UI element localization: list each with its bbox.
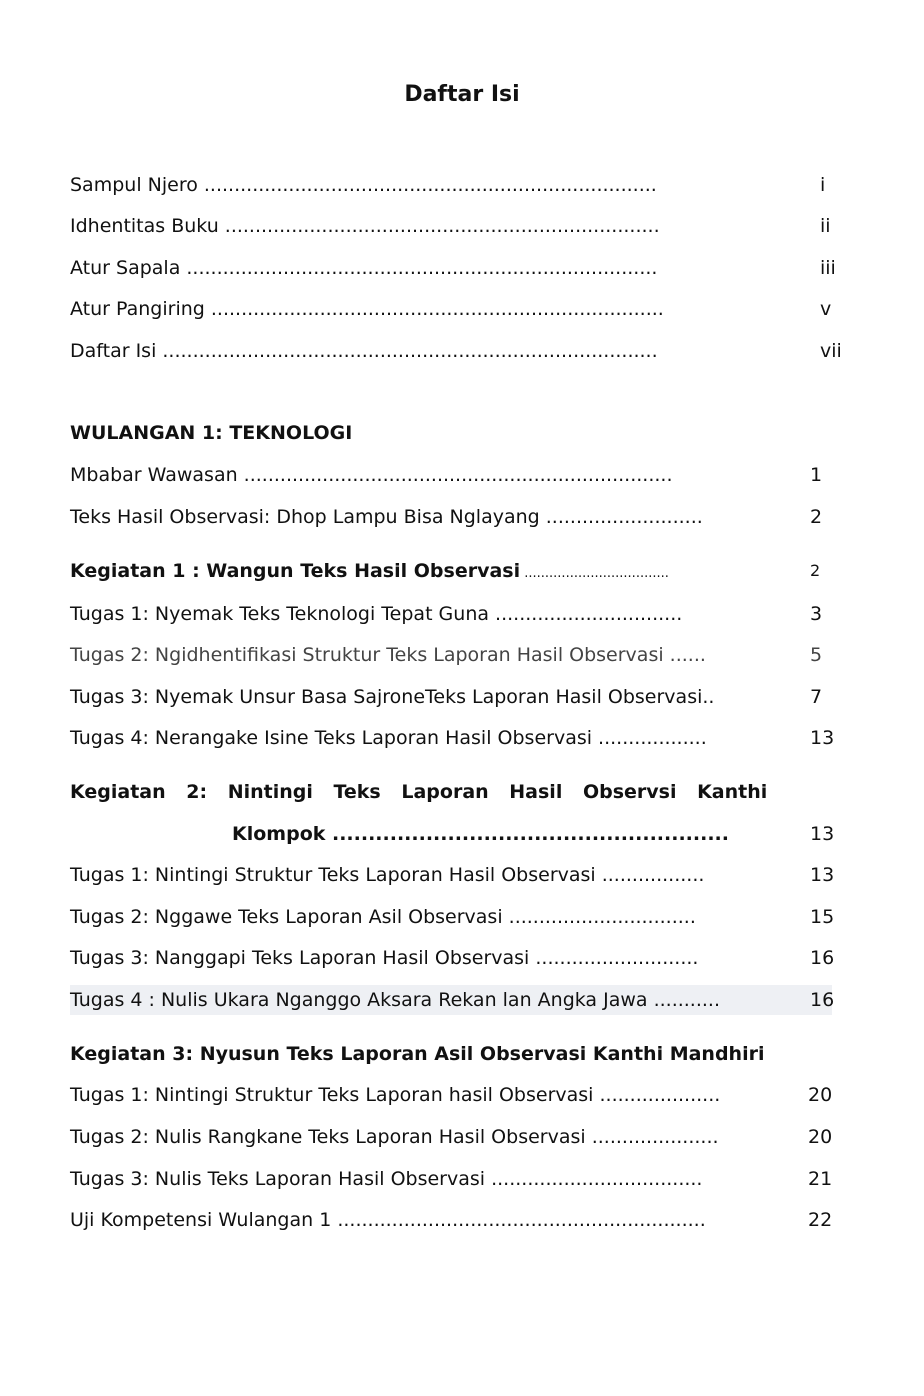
toc-page-number: 15	[810, 906, 835, 928]
toc-page-number: 13	[810, 727, 835, 749]
toc-entry-k3-tugas-2[interactable]	[70, 1122, 850, 1152]
toc-page-number: 3	[810, 603, 823, 625]
toc-page-number: 21	[808, 1168, 833, 1190]
toc-entry-text: Tugas 2: Ngidhentifikasi Struktur Teks Laporan Hasil Observasi ......	[70, 644, 706, 666]
toc-entry-text: Uji Kompetensi Wulangan 1 .............................................................	[70, 1209, 706, 1231]
toc-page-number: 13	[810, 823, 835, 845]
page-title: Daftar Isi	[404, 82, 520, 107]
toc-page-number: i	[820, 174, 826, 196]
kegiatan-2-heading-line1: Kegiatan 2: Nintingi Teks Laporan Hasil Observsi Kanthi	[70, 781, 768, 803]
toc-entry-text: Tugas 4: Nerangake Isine Teks Laporan Hasil Observasi ..................	[70, 727, 707, 749]
toc-entry-k3-tugas-1[interactable]	[70, 1080, 850, 1110]
toc-entry-atur-pangiring[interactable]	[70, 294, 830, 324]
toc-entry-k2-tugas-4[interactable]	[70, 985, 835, 1015]
toc-page-number: 22	[808, 1209, 833, 1231]
toc-page-number: 16	[810, 989, 835, 1011]
toc-entry-k2-tugas-2[interactable]	[70, 902, 850, 932]
toc-entry-text: Tugas 3: Nyemak Unsur Basa SajroneTeks Laporan Hasil Observasi..	[70, 686, 715, 708]
toc-entry-sampul-njero[interactable]	[70, 170, 830, 200]
toc-page-number: 7	[810, 686, 823, 708]
kegiatan-title-text: Klompok .......................................................	[232, 823, 729, 845]
toc-entry-k1-tugas-2[interactable]	[70, 640, 850, 670]
toc-entry-text: Mbabar Wawasan .......................................................................	[70, 464, 673, 486]
toc-entry-text: Sampul Njero ...........................................................................	[70, 174, 657, 196]
toc-entry-k1-tugas-4[interactable]	[70, 723, 850, 753]
toc-page-number: 5	[810, 644, 823, 666]
kegiatan-title	[70, 556, 669, 589]
toc-page-number: 20	[808, 1084, 833, 1106]
toc-entry-text: Tugas 1: Nintingi Struktur Teks Laporan Hasil Observasi .................	[70, 864, 705, 886]
kegiatan-3-heading: Kegiatan 3: Nyusun Teks Laporan Asil Observasi Kanthi Mandhiri	[70, 1043, 765, 1065]
toc-entry-text: Tugas 3: Nanggapi Teks Laporan Hasil Observasi ...........................	[70, 947, 699, 969]
toc-page-number: 13	[810, 864, 835, 886]
toc-page-number: iii	[820, 257, 836, 279]
toc-page-number: 16	[810, 947, 835, 969]
toc-entry-text: Tugas 4 : Nulis Ukara Nganggo Aksara Rekan lan Angka Jawa ...........	[70, 989, 721, 1011]
toc-page-number: ii	[820, 215, 831, 237]
toc-entry-k2-tugas-1[interactable]	[70, 860, 850, 890]
toc-entry-text: Idhentitas Buku ........................................................................	[70, 215, 660, 237]
toc-page-number: 2	[810, 506, 823, 528]
toc-entry-text: Atur Pangiring ...........................................................................	[70, 298, 664, 320]
toc-page-number: 2	[810, 561, 821, 580]
toc-entry-k3-tugas-3[interactable]	[70, 1164, 850, 1194]
toc-entry-uji-kompetensi[interactable]	[70, 1205, 850, 1235]
toc-entry-daftar-isi[interactable]	[70, 336, 860, 366]
toc-entry-text: Teks Hasil Observasi: Dhop Lampu Bisa Nglayang ..........................	[70, 506, 703, 528]
toc-page-number: v	[820, 298, 832, 320]
chapter-heading: WULANGAN 1: TEKNOLOGI	[70, 422, 353, 444]
toc-entry-k1-tugas-1[interactable]	[70, 599, 850, 629]
kegiatan-leader-dots: ...................................	[520, 566, 669, 581]
kegiatan-title-text: Kegiatan 1 : Wangun Teks Hasil Observasi	[70, 560, 521, 582]
toc-entry-text: Tugas 2: Nggawe Teks Laporan Asil Observasi ...............................	[70, 906, 696, 928]
toc-entry-text: Tugas 1: Nyemak Teks Teknologi Tepat Guna ...............................	[70, 603, 683, 625]
toc-entry-teks-hasil-observasi[interactable]	[70, 502, 840, 532]
toc-entry-mbabar-wawasan[interactable]	[70, 460, 840, 490]
toc-entry-text: Tugas 3: Nulis Teks Laporan Hasil Observasi ...................................	[70, 1168, 703, 1190]
toc-entry-atur-sapala[interactable]	[70, 253, 840, 283]
toc-entry-text: Tugas 2: Nulis Rangkane Teks Laporan Hasil Observasi .....................	[70, 1126, 719, 1148]
toc-page-number: 1	[810, 464, 823, 486]
kegiatan-2-heading-line2[interactable]	[70, 819, 850, 849]
toc-entry-text: Atur Sapala ..............................................................................	[70, 257, 658, 279]
toc-page-number: vii	[820, 340, 842, 362]
toc-entry-text: Daftar Isi ..................................................................................	[70, 340, 658, 362]
toc-entry-text: Tugas 1: Nintingi Struktur Teks Laporan hasil Observasi ....................	[70, 1084, 721, 1106]
toc-page-number: 20	[808, 1126, 833, 1148]
toc-entry-k2-tugas-3[interactable]	[70, 943, 850, 973]
toc-entry-k1-tugas-3[interactable]	[70, 682, 850, 712]
kegiatan-1-heading[interactable]	[70, 556, 840, 586]
toc-entry-idhentitas-buku[interactable]	[70, 211, 830, 241]
